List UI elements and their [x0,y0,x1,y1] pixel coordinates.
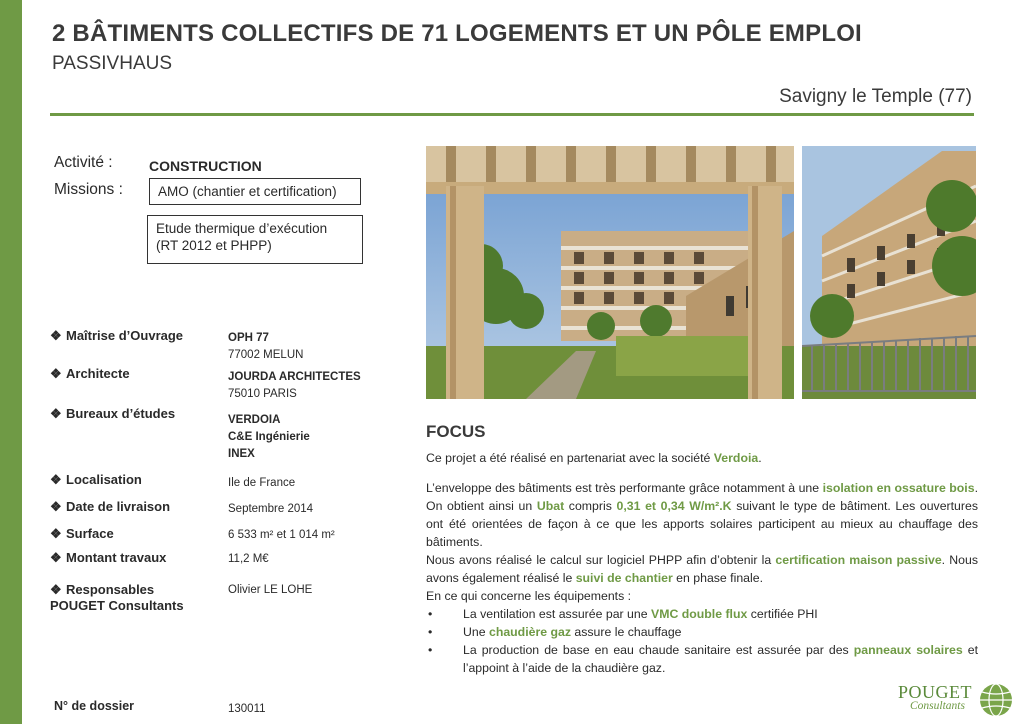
detail-label-maitrise: ❖ Maîtrise d’Ouvrage [50,328,184,343]
detail-label-montant: ❖ Montant travaux [50,550,167,565]
detail-label-localisation: ❖ Localisation [50,472,142,487]
diamond-bullet-icon: ❖ [50,526,62,541]
equipment-list [426,605,978,677]
mission-box-amo-text: AMO (chantier et certification) [158,184,337,199]
diamond-bullet-icon: ❖ [50,472,62,487]
pouget-logo [888,680,1018,720]
logo-brand: POUGET [898,682,972,702]
dossier-number: 130011 [228,703,266,715]
photo-building-facade [802,146,976,399]
diamond-bullet-icon: ❖ [50,328,62,343]
activity-value: CONSTRUCTION [149,158,262,174]
activity-label: Activité : [54,154,113,171]
globe-icon [978,682,1014,718]
detail-value-bureaux: VERDOIA C&E Ingénierie INEX [228,414,310,460]
page-subtitle: PASSIVHAUS [52,53,173,74]
detail-label-bureaux: ❖ Bureaux d’études [50,406,176,421]
detail-value-montant: 11,2 M€ [228,553,269,565]
diamond-bullet-icon: ❖ [50,366,62,381]
header-divider [50,113,974,116]
project-details [50,326,410,626]
missions-label: Missions : [54,181,123,198]
mission-box-amo [149,178,361,205]
diamond-bullet-icon: ❖ [50,582,62,597]
diamond-bullet-icon: ❖ [50,499,62,514]
detail-value-surface: 6 533 m² et 1 014 m² [228,529,335,541]
detail-label-architecte: ❖ Architecte [50,366,130,381]
page-title: 2 BÂTIMENTS COLLECTIFS DE 71 LOGEMENTS ET UN PÔLE EMPLOI [52,20,862,47]
list-item: • Une chaudière gaz assure le chauffage [428,625,682,639]
logo-subtitle: Consultants [910,700,965,712]
detail-value-maitrise: OPH 77 77002 MELUN [228,332,304,361]
detail-label-surface: ❖ Surface [50,526,114,541]
photo-courtyard-pergola [426,146,794,399]
list-item: • La production de base en eau chaude sanitaire est assurée par des panneaux solaires et l’appoint à l’aide de la chaudière gaz. [428,643,978,675]
detail-label-livraison: ❖ Date de livraison [50,499,171,514]
focus-text [426,449,978,677]
mission-box-etude-line1: Etude thermique d’exécution [156,221,328,236]
mission-box-etude-line2: (RT 2012 et PHPP) [156,238,272,253]
detail-value-localisation: Ile de France [228,477,296,489]
diamond-bullet-icon: ❖ [50,406,62,421]
detail-label-responsables: ❖ Responsables POUGET Consultants [50,582,184,613]
detail-value-architecte: JOURDA ARCHITECTES 75010 PARIS [228,371,361,400]
focus-paragraph-envelope: L’enveloppe des bâtiments est très performante grâce notamment à une isolation en ossature bois. On obtient ainsi un Ubat compris 0,31 et 0,34 W/m².K suivant le type de bâtiment. Les ouvertures ont été orientées de façon à ce que les apports solaires participent au mieux au chauffage des bâtiments. [426,481,978,549]
focus-heading: FOCUS [426,422,486,441]
detail-value-responsables: Olivier LE LOHE [228,584,313,596]
left-accent-bar [0,0,22,724]
focus-paragraph-phpp: Nous avons réalisé le calcul sur logiciel PHPP afin d’obtenir la certification maison passive. Nous avons également réalisé le suivi de chantier en phase finale. [426,553,978,585]
focus-paragraph-equipment: En ce qui concerne les équipements : [426,589,632,603]
list-item: • La ventilation est assurée par une VMC double flux certifiée PHI [428,607,818,621]
detail-value-livraison: Septembre 2014 [228,503,314,515]
dossier-label: N° de dossier [54,699,135,713]
project-location: Savigny le Temple (77) [779,86,972,107]
diamond-bullet-icon: ❖ [50,550,62,565]
focus-paragraph-partner: Ce projet a été réalisé en partenariat avec la société Verdoia. [426,451,762,465]
mission-box-etude [147,215,363,264]
